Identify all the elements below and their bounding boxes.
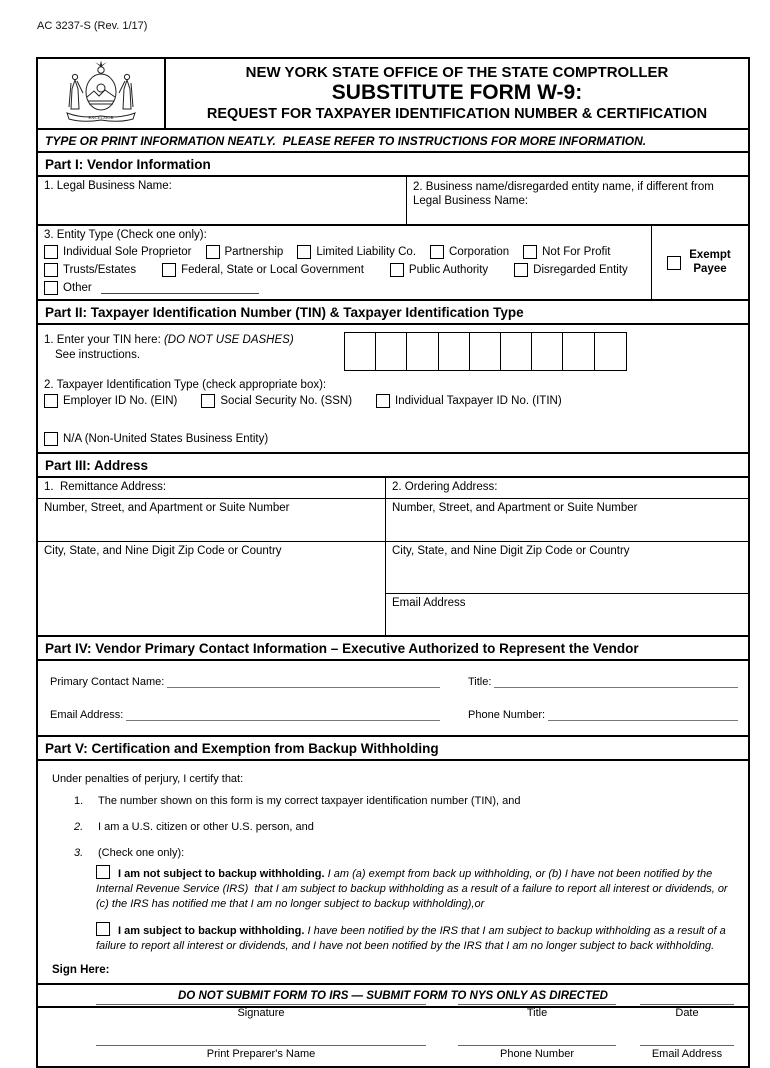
not-subject-withholding-checkbox[interactable] (96, 865, 110, 879)
part4-row1 (50, 675, 738, 688)
option-label: Individual Taxpayer ID No. (ITIN) (395, 395, 562, 407)
checkbox-icon[interactable] (44, 245, 58, 259)
tin-digit-box-6[interactable] (500, 332, 533, 371)
tin-label-emphasis: (DO NOT USE DASHES) (163, 334, 294, 346)
street-label: Number, Street, and Apartment or Suite Number (392, 502, 638, 514)
entity-options-row1 (44, 245, 645, 259)
city-label: City, State, and Nine Digit Zip Code or Country (44, 545, 282, 557)
business-name-field[interactable] (407, 177, 748, 224)
checkbox-icon[interactable] (430, 245, 444, 259)
preparer-phone-field (458, 1033, 616, 1060)
preparer-phone-input-line[interactable] (458, 1033, 616, 1046)
signature-label: Signature (237, 1006, 285, 1019)
sign-here-label: Sign Here: (52, 963, 110, 976)
option-label: N/A (Non-United States Business Entity) (63, 433, 269, 445)
legal-business-name-field[interactable] (38, 177, 407, 224)
not-subject-detail-text: I am (a) exempt from back up withholding, or (b) I have not been notified by the Internal Revenue Service (IRS) that I am subject to backup withholding as a result of a failure to report all interest or dividends, or (c) the IRS has notified me that I am no longer subject to backup withholding),or (96, 868, 731, 911)
part3-header: Part III: Address (38, 454, 748, 478)
contact-email-field (50, 708, 440, 721)
do-not-submit-notice: DO NOT SUBMIT FORM TO IRS — SUBMIT FORM TO NYS ONLY AS DIRECTED (36, 983, 750, 1008)
part1-name-row (38, 177, 748, 226)
subject-withholding-option (96, 922, 734, 954)
item-text: (Check one only): (98, 847, 185, 859)
form-header (38, 59, 748, 130)
email-label: Email Address (392, 597, 466, 609)
tin-digit-box-3[interactable] (406, 332, 439, 371)
ny-state-coat-of-arms-icon (53, 59, 149, 128)
title-input-line[interactable] (494, 675, 738, 688)
contact-email-label: Email Address: (50, 709, 124, 721)
option-label: Disregarded Entity (533, 264, 628, 276)
form-number: AC 3237-S (Rev. 1/17) (37, 20, 148, 32)
idtype-option-na-non-us[interactable] (44, 432, 268, 446)
checkbox-icon[interactable] (44, 281, 58, 295)
certification-item-2 (74, 821, 734, 833)
checkbox-icon[interactable] (44, 432, 58, 446)
checkbox-icon[interactable] (206, 245, 220, 259)
title-field (468, 675, 738, 688)
other-entity-input-line[interactable] (101, 282, 259, 294)
ordering-address-label: 2. Ordering Address: (386, 478, 748, 499)
tin-label: 1. Enter your TIN here: (44, 334, 164, 346)
remittance-city-field[interactable] (38, 542, 385, 635)
item-number: 3. (74, 847, 84, 859)
contact-email-input-line[interactable] (126, 708, 440, 721)
remittance-address-label: 1. Remittance Address: (38, 478, 385, 499)
entity-option-corporation[interactable] (430, 245, 509, 259)
subject-bold-text: I am subject to backup withholding. (118, 924, 308, 937)
option-label: Other (63, 282, 92, 294)
tin-digit-box-8[interactable] (562, 332, 595, 371)
entity-option-partnership[interactable] (206, 245, 284, 259)
entity-option-trusts-estates[interactable] (44, 263, 136, 277)
entity-option-individual-sole-proprietor[interactable] (44, 245, 192, 259)
checkbox-icon[interactable] (390, 263, 404, 277)
form-title: SUBSTITUTE FORM W-9: (331, 81, 583, 105)
part5-header: Part V: Certification and Exemption from Backup Withholding (38, 737, 748, 761)
part4-content (38, 661, 748, 737)
certification-item-3 (74, 847, 734, 859)
option-label: Employer ID No. (EIN) (63, 395, 178, 407)
part2-content (38, 325, 748, 454)
checkbox-icon[interactable] (376, 394, 390, 408)
not-subject-bold-text: I am not subject to backup withholding. (118, 868, 328, 880)
item-number: 1. (74, 795, 84, 807)
ordering-city-field[interactable] (386, 542, 748, 594)
city-label: City, State, and Nine Digit Zip Code or Country (392, 545, 630, 557)
primary-contact-name-field (50, 675, 440, 688)
option-label: Public Authority (408, 264, 489, 276)
id-type-label: 2. Taxpayer Identification Type (check appropriate box): (44, 379, 327, 391)
tin-digit-box-9[interactable] (594, 332, 627, 371)
remittance-street-field[interactable] (38, 499, 385, 542)
checkbox-icon[interactable] (44, 394, 58, 408)
part3-content (38, 478, 748, 637)
checkbox-icon[interactable] (201, 394, 215, 408)
item-text: The number shown on this form is my correct taxpayer identification number (TIN), and (98, 795, 521, 807)
tin-label-block (44, 330, 344, 363)
not-subject-withholding-option (96, 865, 734, 913)
ordering-street-field[interactable] (386, 499, 748, 542)
entity-option-limited-liability-co[interactable] (297, 245, 416, 259)
certification-intro: Under penalties of perjury, I certify that: (52, 773, 244, 785)
logo-cell (38, 59, 166, 128)
option-label: Corporation (449, 246, 510, 258)
phone-number-label: Phone Number: (468, 709, 546, 721)
date-label: Date (675, 1006, 699, 1019)
entity-option-not-for-profit[interactable] (523, 245, 610, 259)
primary-contact-name-input-line[interactable] (167, 675, 440, 688)
phone-number-input-line[interactable] (548, 708, 738, 721)
preparer-name-label: Print Preparer's Name (206, 1047, 316, 1060)
instructions-bar: TYPE OR PRINT INFORMATION NEATLY. PLEASE REFER TO INSTRUCTIONS FOR MORE INFORMATION. (38, 130, 748, 153)
certification-item-1 (74, 795, 734, 807)
preparer-name-field (96, 1033, 426, 1060)
checkbox-icon[interactable] (44, 263, 58, 277)
option-label: Federal, State or Local Government (181, 264, 364, 276)
option-label: Limited Liability Co. (316, 246, 417, 258)
primary-contact-name-label: Primary Contact Name: (50, 676, 165, 688)
idtype-option-ein[interactable] (44, 394, 177, 408)
entity-option-other[interactable] (44, 281, 259, 295)
preparer-email-field (640, 1033, 734, 1060)
exempt-payee-label: Exempt Payee (689, 248, 731, 275)
part4-row2 (50, 708, 738, 721)
street-label: Number, Street, and Apartment or Suite Number (44, 502, 290, 514)
item-number: 2. (74, 821, 84, 833)
option-label: Individual Sole Proprietor (63, 246, 192, 258)
tin-digit-box-5[interactable] (469, 332, 502, 371)
checkbox-icon[interactable] (523, 245, 537, 259)
item-text: I am a U.S. citizen or other U.S. person, and (98, 821, 314, 833)
checkbox-icon[interactable] (162, 263, 176, 277)
checkbox-icon[interactable] (297, 245, 311, 259)
entity-option-public-authority[interactable] (390, 263, 488, 277)
checkbox-icon[interactable] (514, 263, 528, 277)
entity-option-federal-state-local-government[interactable] (162, 263, 364, 277)
preparer-email-input-line[interactable] (640, 1033, 734, 1046)
entity-type-cell (38, 226, 652, 299)
tin-digit-box-2[interactable] (375, 332, 408, 371)
option-label: Social Security No. (SSN) (220, 395, 353, 407)
entity-options-row2 (44, 263, 645, 277)
preparer-phone-label: Phone Number (500, 1047, 574, 1060)
part2-header: Part II: Taxpayer Identification Number (TIN) & Taxpayer Identification Type (38, 301, 748, 325)
legal-business-name-label: 1. Legal Business Name: (44, 180, 172, 192)
entity-option-disregarded-entity[interactable] (514, 263, 628, 277)
exempt-payee-cell (652, 226, 748, 299)
remittance-address-column (38, 478, 386, 635)
subject-withholding-checkbox[interactable] (96, 922, 110, 936)
part1-header: Part I: Vendor Information (38, 153, 748, 177)
preparer-email-label: Email Address (651, 1047, 723, 1060)
option-label: Partnership (224, 246, 284, 258)
entity-type-label: 3. Entity Type (Check one only): (44, 229, 207, 241)
preparer-name-input-line[interactable] (96, 1033, 426, 1046)
option-label: Not For Profit (542, 246, 611, 258)
signature-row-2 (96, 1033, 734, 1060)
subject-detail-text: I have been notified by the IRS that I am subject to backup withholding as a result of a failure to report all interest or dividends, and I have not been notified by the IRS that I am no longer subject to back withholding. (96, 924, 726, 952)
part4-header: Part IV: Vendor Primary Contact Information – Executive Authorized to Represent the Vendor (38, 637, 748, 661)
tin-digit-box-4[interactable] (438, 332, 471, 371)
w9-form (36, 57, 750, 1068)
part5-content (38, 761, 748, 1066)
title-block (166, 59, 748, 128)
idtype-option-itin[interactable] (376, 394, 562, 408)
exempt-payee-checkbox[interactable] (667, 256, 681, 270)
tin-digit-boxes (344, 332, 627, 371)
tin-digit-box-7[interactable] (531, 332, 564, 371)
entity-type-row (38, 226, 748, 301)
ordering-address-column (386, 478, 748, 635)
agency-name: NEW YORK STATE OFFICE OF THE STATE COMPTROLLER (245, 63, 669, 81)
idtype-option-ssn[interactable] (201, 394, 352, 408)
ordering-email-field[interactable] (386, 594, 748, 634)
signer-title-label: Title (526, 1006, 548, 1019)
business-name-label: 2. Business name/disregarded entity name, if different from Legal Business Name: (413, 181, 714, 208)
tin-note: See instructions. (55, 348, 141, 361)
logo-motto: EXCELSIOR (88, 115, 114, 120)
title-label: Title: (468, 676, 492, 688)
tin-row (44, 330, 742, 371)
option-label: Trusts/Estates (63, 264, 137, 276)
id-type-options (44, 394, 742, 446)
form-subtitle: REQUEST FOR TAXPAYER IDENTIFICATION NUMBER & CERTIFICATION (206, 106, 708, 123)
phone-number-field (468, 708, 738, 721)
tin-digit-box-1[interactable] (344, 332, 377, 371)
entity-options-row3 (44, 281, 645, 295)
